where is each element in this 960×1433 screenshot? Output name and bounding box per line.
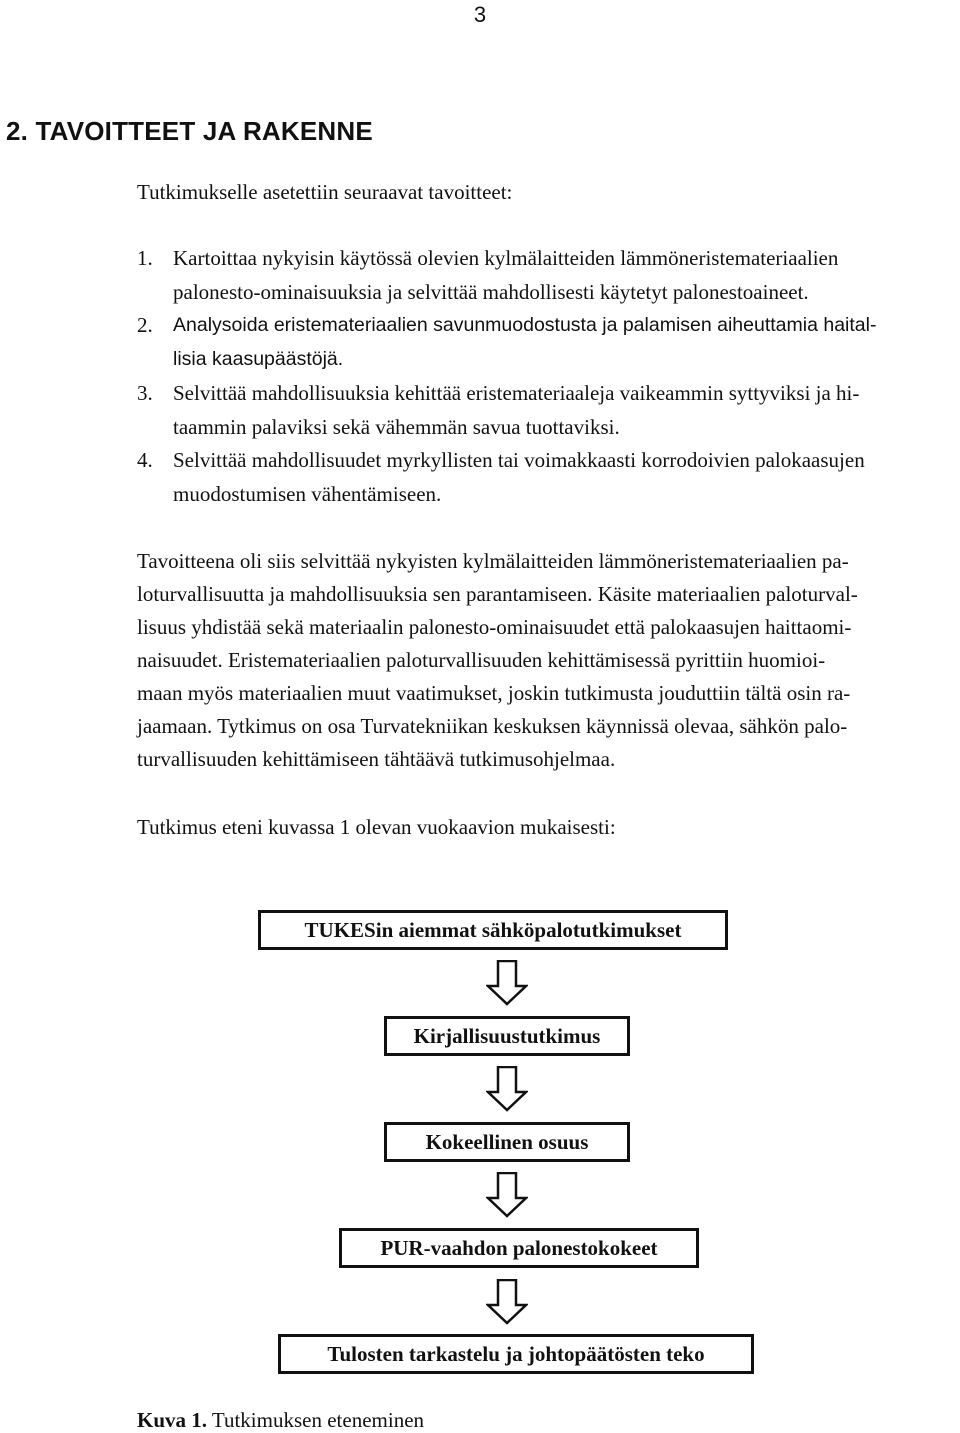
flow-step-3: Kokeellinen osuus <box>384 1122 630 1162</box>
goal-line: muodostumisen vähentämiseen. <box>173 482 442 506</box>
down-arrow-icon <box>486 960 528 1006</box>
goal-number: 3. <box>137 381 153 405</box>
intro-text: Tutkimukselle asetettiin seuraavat tavoitteet: <box>137 180 513 204</box>
goal-number: 1. <box>137 246 153 270</box>
goal-line: Kartoittaa nykyisin käytössä olevien kylmälaitteiden lämmöneristemateriaalien <box>173 246 839 270</box>
paragraph-line: jaamaan. Tytkimus on osa Turvatekniikan keskuksen käynnissä olevaa, sähkön palo- <box>137 714 848 738</box>
goal-line: Selvittää mahdollisuudet myrkyllisten tai voimakkaasti korrodoivien palokaasujen <box>173 448 865 472</box>
page-number: 3 <box>473 2 487 27</box>
flow-step-2: Kirjallisuustutkimus <box>384 1016 630 1056</box>
paragraph-line: lisuus yhdistää sekä materiaalin palonesto-ominaisuudet että palokaasujen haittaomi- <box>137 615 852 639</box>
down-arrow-icon <box>486 1066 528 1112</box>
flowchart-intro: Tutkimus eteni kuvassa 1 olevan vuokaavion mukaisesti: <box>137 815 616 839</box>
goal-number: 2. <box>137 313 153 337</box>
caption-label: Kuva 1. <box>137 1408 208 1432</box>
goal-line: Analysoida eristemateriaalien savunmuodostusta ja palamisen aiheuttamia haital- <box>173 314 877 336</box>
paragraph-line: turvallisuuden kehittämiseen tähtäävä tutkimusohjelmaa. <box>137 747 616 771</box>
flow-step-4: PUR-vaahdon palonestokokeet <box>339 1228 699 1268</box>
paragraph-line: naisuudet. Eristemateriaalien paloturvallisuuden kehittämisessä pyrittiin huomioi- <box>137 648 826 672</box>
caption-text: Tutkimuksen eteneminen <box>207 1408 425 1432</box>
down-arrow-icon <box>486 1279 528 1325</box>
goal-line: lisia kaasupäästöjä. <box>173 348 344 370</box>
paragraph-line: maan myös materiaalien muut vaatimukset, joskin tutkimusta jouduttiin tältä osin ra- <box>137 681 851 705</box>
goal-number: 4. <box>137 448 153 472</box>
figure-caption <box>137 1408 424 1433</box>
paragraph-line: Tavoitteena oli siis selvittää nykyisten kylmälaitteiden lämmöneristemateriaalien pa- <box>137 549 849 573</box>
paragraph-line: loturvallisuutta ja mahdollisuuksia sen parantamiseen. Käsite materiaalien paloturval- <box>137 582 858 606</box>
goal-line: Selvittää mahdollisuuksia kehittää eristemateriaaleja vaikeammin syttyviksi ja hi- <box>173 381 860 405</box>
section-heading: 2. TAVOITTEET JA RAKENNE <box>6 116 373 146</box>
down-arrow-icon <box>486 1172 528 1218</box>
flow-step-5: Tulosten tarkastelu ja johtopäätösten teko <box>278 1334 754 1374</box>
goal-line: palonesto-ominaisuuksia ja selvittää mahdollisesti käytetyt palonestoaineet. <box>173 280 809 304</box>
flow-step-1: TUKESin aiemmat sähköpalotutkimukset <box>258 910 728 950</box>
goal-line: taammin palaviksi sekä vähemmän savua tuottaviksi. <box>173 415 620 439</box>
